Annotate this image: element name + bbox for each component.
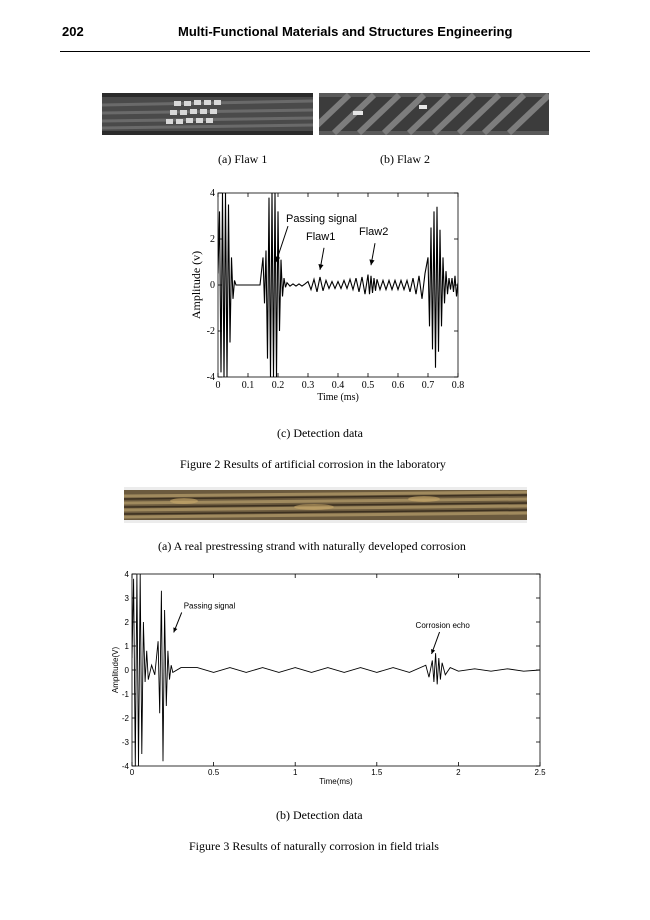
y-tick-label: 2 (210, 234, 215, 245)
x-tick-label: 0.5 (361, 380, 375, 391)
y-tick-label: -2 (206, 326, 215, 337)
y-tick-label: -3 (121, 738, 129, 747)
x-tick-label: 0.5 (208, 768, 220, 777)
flaw1-photo (102, 93, 313, 135)
chart-detection-data-field (111, 566, 546, 788)
x-tick-label: 2.5 (534, 768, 546, 777)
x-tick-label: 0.4 (331, 380, 345, 391)
y-tick-label: -4 (206, 372, 215, 383)
y-tick-label: -1 (121, 690, 129, 699)
figure3-caption-a: (a) A real prestressing strand with naturally developed corrosion (158, 539, 466, 553)
x-axis-label: Time(ms) (319, 777, 353, 786)
x-tick-label: 0.7 (421, 380, 435, 391)
figure2-caption-a: (a) Flaw 1 (218, 152, 268, 166)
y-tick-label: 4 (124, 570, 129, 579)
y-tick-label: 2 (124, 618, 129, 627)
y-tick-label: 0 (124, 666, 129, 675)
x-tick-label: 2 (456, 768, 461, 777)
annotation-label: Corrosion echo (415, 621, 470, 630)
annotation-label: Passing signal (286, 213, 357, 226)
annotation-label: Flaw1 (306, 230, 336, 243)
running-header-title: Multi-Functional Materials and Structures Engineering (178, 24, 513, 39)
x-tick-label: 0.6 (391, 380, 405, 391)
figure2-caption: Figure 2 Results of artificial corrosion in the laboratory (180, 457, 446, 471)
y-axis-label: Amplitude(V) (111, 646, 120, 694)
annotation-arrowhead (318, 264, 323, 270)
figure3-caption: Figure 3 Results of naturally corrosion in field trials (189, 839, 439, 853)
annotation-arrowhead (369, 259, 374, 265)
x-tick-label: 1 (292, 768, 298, 777)
x-tick-label: 0.2 (271, 380, 285, 391)
figure3-caption-b: (b) Detection data (276, 808, 363, 822)
y-tick-label: -2 (121, 714, 129, 723)
y-tick-label: 1 (124, 642, 129, 651)
x-axis-label: Time (ms) (317, 392, 359, 403)
x-tick-label: 0.8 (451, 380, 465, 391)
y-tick-label: -4 (121, 762, 129, 771)
annotation-arrowhead (431, 649, 435, 654)
y-tick-label: 4 (210, 188, 215, 199)
page-number: 202 (62, 24, 84, 39)
y-axis-label: Amplitude (v) (189, 250, 203, 320)
flaw2-photo (319, 93, 549, 135)
corroded-strand-photo (124, 487, 527, 523)
x-tick-label: 1.5 (371, 768, 383, 777)
x-tick-label: 0.1 (241, 380, 255, 391)
x-tick-label: 0 (215, 380, 221, 391)
y-tick-label: 3 (124, 594, 129, 603)
figure2-caption-b: (b) Flaw 2 (380, 152, 430, 166)
annotation-label: Flaw2 (359, 226, 389, 239)
x-tick-label: 0 (129, 768, 135, 777)
x-tick-label: 0.3 (301, 380, 315, 391)
header-rule (60, 51, 590, 52)
annotation-label: Passing signal (183, 601, 236, 611)
y-tick-label: 0 (210, 280, 215, 291)
figure2-caption-c: (c) Detection data (277, 426, 363, 440)
chart-detection-data-lab (185, 185, 465, 415)
